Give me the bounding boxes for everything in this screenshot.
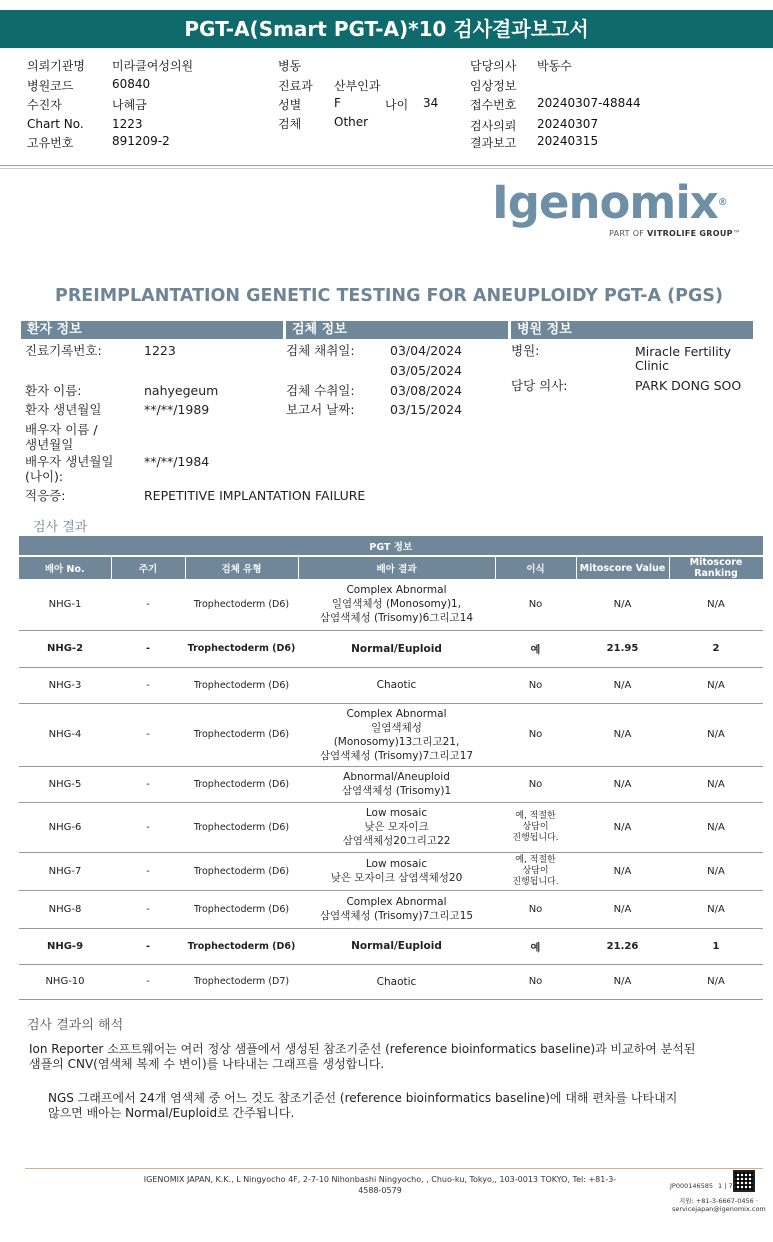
table-row xyxy=(19,890,763,928)
specimen-type: Trophectoderm (D6) xyxy=(185,766,298,802)
dob-label: 환자 생년월일 xyxy=(25,402,102,417)
header-value: 891209-2 xyxy=(112,134,170,148)
header-label: 나이 xyxy=(385,98,409,112)
specimen-type: Trophectoderm (D6) xyxy=(185,890,298,928)
header-label: 병원코드 xyxy=(27,79,74,93)
transfer xyxy=(495,852,576,890)
header-value: 산부인과 xyxy=(334,79,381,93)
table-row xyxy=(19,766,763,802)
footer-divider xyxy=(25,1168,763,1169)
column-header: 이식 xyxy=(495,556,576,579)
interpretation-p2: NGS 그래프에서 24개 염색체 중 어느 것도 참조기준선 (reference bioinformatics baseline)에 대해 편차를 나타내지 않으면 배아는 Normal/Euploid로 간주됩니다. xyxy=(48,1091,678,1120)
header-label: 고유번호 xyxy=(27,136,74,150)
dob-value: **/**/1989 xyxy=(144,402,210,417)
cycle: - xyxy=(111,964,185,999)
mitoscore-value: N/A xyxy=(576,852,669,890)
result-line: 삼염색체성20그리고22 xyxy=(342,835,451,847)
table-row xyxy=(19,703,763,766)
header-value: 20240307-48844 xyxy=(537,96,641,110)
mitoscore-ranking: N/A xyxy=(669,964,763,999)
result-line: Complex Abnormal xyxy=(346,707,447,720)
specimen-type: Trophectoderm (D7) xyxy=(185,964,298,999)
result-line: Complex Abnormal xyxy=(346,896,447,908)
contact-email: servicejapan@igenomix.com xyxy=(672,1205,766,1213)
hospital-label: 병원: xyxy=(511,343,540,358)
header-value: 20240315 xyxy=(537,134,599,148)
mitoscore-ranking: 1 xyxy=(669,928,763,964)
embryo-no: NHG-7 xyxy=(19,852,111,890)
doctor-value: PARK DONG SOO xyxy=(635,378,742,393)
specimen-type: Trophectoderm (D6) xyxy=(185,579,298,630)
result-line: 일염색체성 (Monosomy)1, xyxy=(331,598,462,611)
specimen-type: Trophectoderm (D6) xyxy=(185,852,298,890)
table-row xyxy=(19,630,763,667)
embryo-result xyxy=(298,852,495,890)
receive-date: 03/08/2024 xyxy=(390,383,463,398)
header-label: 수진자 xyxy=(27,98,62,112)
contact-phone: 지원: +81-3-6667-0456 · xyxy=(679,1197,758,1205)
cycle: - xyxy=(111,667,185,703)
logo-sub: PART OF VITROLIFE GROUP™ xyxy=(609,229,742,238)
transfer: No xyxy=(495,890,576,928)
result-line: Normal/Euploid xyxy=(351,940,442,952)
interpretation-title: 검사 결과의 해석 xyxy=(27,1018,124,1033)
transfer-line: 상담이 xyxy=(522,821,549,832)
result-line: 삼염색체성 (Trisomy)6그리고14 xyxy=(319,612,474,625)
cycle: - xyxy=(111,630,185,667)
header-value: 나혜금 xyxy=(112,98,147,112)
mitoscore-ranking: N/A xyxy=(669,667,763,703)
embryo-no: NHG-1 xyxy=(19,579,111,630)
indication-label: 적응증: xyxy=(25,488,66,503)
transfer-line: 진행됩니다. xyxy=(512,832,559,843)
mitoscore-value: N/A xyxy=(576,667,669,703)
header-label: 성별 xyxy=(278,98,302,112)
report-label: 보고서 날짜: xyxy=(286,402,355,417)
header-label: Chart No. xyxy=(27,117,84,131)
record-value: 1223 xyxy=(144,343,176,358)
header-label: 진료과 xyxy=(278,79,313,93)
indication-value: REPETITIVE IMPLANTATION FAILURE xyxy=(144,488,366,503)
result-line: Chaotic xyxy=(376,679,417,691)
header-label: 검체 xyxy=(278,117,302,131)
table-row xyxy=(19,579,763,630)
result-line: 삼염색체성 (Trisomy)7그리고17 xyxy=(319,749,474,762)
column-header: 배아 No. xyxy=(19,556,111,579)
result-line: Abnormal/Aneuploid xyxy=(343,771,450,783)
transfer-line: 예, 적절한 xyxy=(515,854,556,865)
mitoscore-ranking: N/A xyxy=(669,703,763,766)
embryo-result xyxy=(298,703,495,766)
receive-label: 검체 수취일: xyxy=(286,383,355,398)
report-title: PGT-A(Smart PGT-A)*10 검사결과보고서 xyxy=(0,10,773,48)
header-label: 병동 xyxy=(278,59,302,73)
column-header: 검체 유형 xyxy=(185,556,298,579)
mitoscore-value: N/A xyxy=(576,890,669,928)
embryo-result xyxy=(298,667,495,703)
cycle: - xyxy=(111,890,185,928)
header-divider xyxy=(0,165,773,166)
table-row xyxy=(19,667,763,703)
doctor-label: 담당 의사: xyxy=(511,378,568,393)
result-line: 삼염색체성 (Trisomy)1 xyxy=(341,785,452,797)
result-line: Normal/Euploid xyxy=(351,642,442,655)
transfer: No xyxy=(495,667,576,703)
result-line: Complex Abnormal xyxy=(346,584,447,597)
qr-code-icon xyxy=(733,1170,755,1192)
logo-word: Igenomix xyxy=(492,176,718,229)
mitoscore-value: N/A xyxy=(576,802,669,852)
mitoscore-value: 21.95 xyxy=(576,630,669,667)
collect-date-1: 03/04/2024 xyxy=(390,343,463,358)
embryo-no: NHG-10 xyxy=(19,964,111,999)
table-row xyxy=(19,928,763,964)
specimen-type: Trophectoderm (D6) xyxy=(185,802,298,852)
specimen-type: Trophectoderm (D6) xyxy=(185,703,298,766)
results-table xyxy=(19,536,764,1000)
embryo-result xyxy=(298,802,495,852)
spouse-label: 배우자 이름 / 생년월일 xyxy=(25,422,98,452)
main-title: PREIMPLANTATION GENETIC TESTING FOR ANEUPLOIDY PGT-A (PGS) xyxy=(55,286,723,306)
cycle: - xyxy=(111,766,185,802)
header-value: 1223 xyxy=(112,117,143,131)
embryo-no: NHG-2 xyxy=(19,630,111,667)
record-label: 진료기록번호: xyxy=(25,343,102,358)
cycle: - xyxy=(111,579,185,630)
header-label: 결과보고 xyxy=(470,136,517,150)
header-value: F xyxy=(334,96,341,110)
interpretation-p1: Ion Reporter 소프트웨어는 여러 정상 샘플에서 생성된 참조기준선 (reference bioinformatics baseline)과 비교하여 분석된 샘플의 CNV(염색체 복제 수 변이)를 나타내는 그래프를 생성합니다. xyxy=(29,1042,696,1071)
result-line: Chaotic xyxy=(376,975,417,988)
column-header: Mitoscore Value xyxy=(576,556,669,579)
mitoscore-value: 21.26 xyxy=(576,928,669,964)
transfer: No xyxy=(495,964,576,999)
embryo-result xyxy=(298,766,495,802)
mitoscore-ranking: 2 xyxy=(669,630,763,667)
cycle: - xyxy=(111,928,185,964)
transfer: No xyxy=(495,703,576,766)
section-hospital: 병원 정보 xyxy=(508,321,753,339)
specimen-type: Trophectoderm (D6) xyxy=(185,630,298,667)
result-line: (Monosomy)13그리고21, xyxy=(333,735,460,748)
result-line: 일염색체성 xyxy=(371,721,422,734)
table-row xyxy=(19,964,763,999)
group-header: PGT 정보 xyxy=(19,536,763,556)
transfer-line: 예, 적절한 xyxy=(515,810,556,821)
embryo-result xyxy=(298,890,495,928)
embryo-result xyxy=(298,928,495,964)
header-value: 60840 xyxy=(112,77,151,91)
collect-date-2: 03/05/2024 xyxy=(390,363,463,378)
table-row xyxy=(19,802,763,852)
embryo-no: NHG-8 xyxy=(19,890,111,928)
result-line: 삼염색체성 (Trisomy)7그리고15 xyxy=(319,910,474,922)
transfer: 예 xyxy=(495,630,576,667)
embryo-no: NHG-5 xyxy=(19,766,111,802)
footer-address: IGENOMIX JAPAN, K.K., L Ningyocho 4F, 2-7-10 Nihonbashi Ningyocho, , Chuo-ku, Tokyo,, 103-0013 TOKYO, Tel: +81-3- 4588-0579 xyxy=(143,1175,617,1195)
transfer: 예 xyxy=(495,928,576,964)
cycle: - xyxy=(111,703,185,766)
mitoscore-ranking: N/A xyxy=(669,802,763,852)
logo-reg: ® xyxy=(717,197,727,208)
header-value: Other xyxy=(334,115,369,129)
transfer-line: 상담이 xyxy=(522,865,549,876)
mitoscore-ranking: N/A xyxy=(669,852,763,890)
header-label: 접수번호 xyxy=(470,98,517,112)
embryo-no: NHG-3 xyxy=(19,667,111,703)
embryo-result xyxy=(298,579,495,630)
name-value: nahyegeum xyxy=(144,383,219,398)
section-patient: 환자 정보 xyxy=(21,321,283,339)
mitoscore-value: N/A xyxy=(576,766,669,802)
cycle: - xyxy=(111,852,185,890)
collect-label: 검체 채취일: xyxy=(286,343,355,358)
mitoscore-value: N/A xyxy=(576,579,669,630)
name-label: 환자 이름: xyxy=(25,383,82,398)
result-line: Low mosaic xyxy=(365,858,428,870)
embryo-no: NHG-9 xyxy=(19,928,111,964)
mitoscore-ranking: N/A xyxy=(669,890,763,928)
header-label: 의뢰기관명 xyxy=(27,59,85,73)
header-label: 임상정보 xyxy=(470,79,517,93)
transfer: No xyxy=(495,766,576,802)
column-header: Mitoscore Ranking xyxy=(669,556,763,579)
result-line: 낮은 모자이크 삼염색체성20 xyxy=(330,872,463,884)
specimen-type: Trophectoderm (D6) xyxy=(185,667,298,703)
embryo-no: NHG-6 xyxy=(19,802,111,852)
mitoscore-value: N/A xyxy=(576,703,669,766)
header-value: 20240307 xyxy=(537,117,599,131)
specimen-type: Trophectoderm (D6) xyxy=(185,928,298,964)
header-value: 미라클여성의원 xyxy=(112,59,194,73)
result-line: 낮은 모자이크 xyxy=(364,821,429,833)
mitoscore-ranking: N/A xyxy=(669,579,763,630)
section-specimen: 검체 정보 xyxy=(283,321,508,339)
igenomix-logo xyxy=(492,176,752,238)
result-title: 검사 결과 xyxy=(33,520,88,535)
header-label: 검사의뢰 xyxy=(470,119,517,133)
embryo-result xyxy=(298,630,495,667)
spouse-dob-value: **/**/1984 xyxy=(144,454,210,469)
column-header: 배아 결과 xyxy=(298,556,495,579)
report-date: 03/15/2024 xyxy=(390,402,463,417)
spouse-dob-label: 배우자 생년월일 (나이): xyxy=(25,454,114,484)
cycle: - xyxy=(111,802,185,852)
doc-id: JP000146585 xyxy=(670,1182,714,1190)
page-number: 1 | 7 xyxy=(718,1182,733,1190)
hospital-value: Miracle Fertility Clinic xyxy=(635,344,732,373)
mitoscore-value: N/A xyxy=(576,964,669,999)
header-value: 34 xyxy=(423,96,439,110)
column-header: 주기 xyxy=(111,556,185,579)
table-row xyxy=(19,852,763,890)
transfer-line: 진행됩니다. xyxy=(512,876,559,887)
mitoscore-ranking: N/A xyxy=(669,766,763,802)
transfer: No xyxy=(495,579,576,630)
header-label: 담당의사 xyxy=(470,59,517,73)
embryo-result xyxy=(298,964,495,999)
header-divider-2 xyxy=(0,168,773,169)
embryo-no: NHG-4 xyxy=(19,703,111,766)
result-line: Low mosaic xyxy=(365,807,428,819)
column-headers xyxy=(19,556,763,579)
header-value: 박동수 xyxy=(537,59,572,73)
transfer xyxy=(495,802,576,852)
